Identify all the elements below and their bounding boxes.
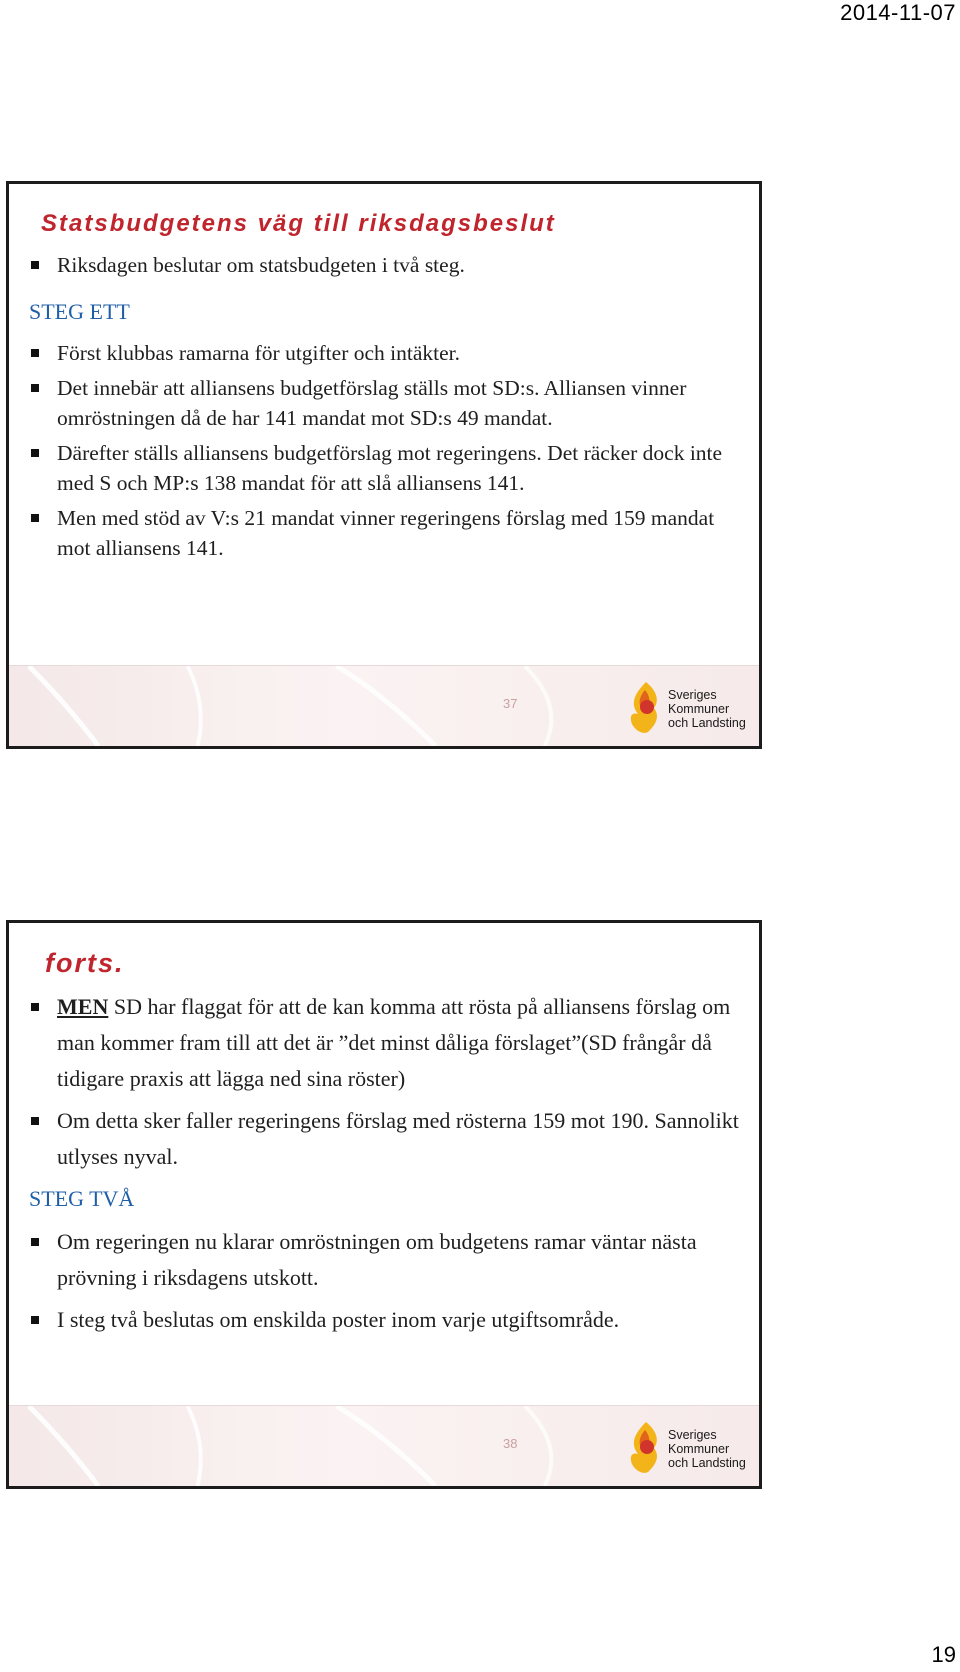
bullet-item: Om regeringen nu klarar omröstningen om budgetens ramar väntar nästa prövning i riksdagens utskott. [29, 1224, 739, 1296]
bullet-item [29, 989, 739, 1097]
bullet-list [29, 250, 739, 280]
page-number: 19 [931, 1642, 956, 1667]
slide-title: forts. [45, 948, 125, 978]
bullet-item: Riksdagen beslutar om statsbudgeten i två steg. [29, 250, 739, 280]
emphasis-men: MEN [57, 994, 109, 1019]
bullet-list [29, 338, 739, 563]
slide-footer [9, 1405, 759, 1486]
section-heading-steg-ett: STEG ETT [29, 299, 130, 324]
bullet-text: SD har flaggat för att de kan komma att rösta på alliansens förslag om man kommer fram till att det är ”det minst dåliga förslaget”(SD frångår då tidigare praxis att lägga ned sina röster) [57, 994, 731, 1091]
skl-logo [626, 680, 756, 736]
flame-logo-icon [626, 680, 666, 736]
bullet-list [29, 989, 739, 1175]
slide-title: Statsbudgetens väg till riksdagsbeslut [41, 210, 556, 237]
slide-content [29, 250, 739, 568]
bullet-item: I steg två beslutas om enskilda poster inom varje utgiftsområde. [29, 1302, 739, 1338]
section-heading-steg-tva: STEG TVÅ [29, 1186, 135, 1211]
slide-content [29, 989, 739, 1344]
bullet-item: Men med stöd av V:s 21 mandat vinner regeringens förslag med 159 mandat mot alliansens 141. [29, 503, 739, 563]
slide-38 [6, 920, 762, 1489]
slide-number: 37 [503, 696, 518, 711]
slide-37 [6, 181, 762, 749]
skl-logo [626, 1420, 756, 1476]
bullet-item: Om detta sker faller regeringens förslag med rösterna 159 mot 190. Sannolikt utlyses nyval. [29, 1103, 739, 1175]
page-date: 2014-11-07 [840, 0, 956, 25]
bullet-item: Därefter ställs alliansens budgetförslag mot regeringens. Det räcker dock inte med S och MP:s 138 mandat för att slå alliansens 141. [29, 438, 739, 498]
logo-text: Sveriges Kommuner och Landsting [668, 688, 746, 730]
bullet-item: Först klubbas ramarna för utgifter och intäkter. [29, 338, 739, 368]
bullet-list [29, 1224, 739, 1338]
bullet-item: Det innebär att alliansens budgetförslag ställs mot SD:s. Alliansen vinner omröstningen då de har 141 mandat mot SD:s 49 mandat. [29, 373, 739, 433]
slide-number: 38 [503, 1436, 518, 1451]
logo-text: Sveriges Kommuner och Landsting [668, 1428, 746, 1470]
slide-footer [9, 665, 759, 746]
flame-logo-icon [626, 1420, 666, 1476]
